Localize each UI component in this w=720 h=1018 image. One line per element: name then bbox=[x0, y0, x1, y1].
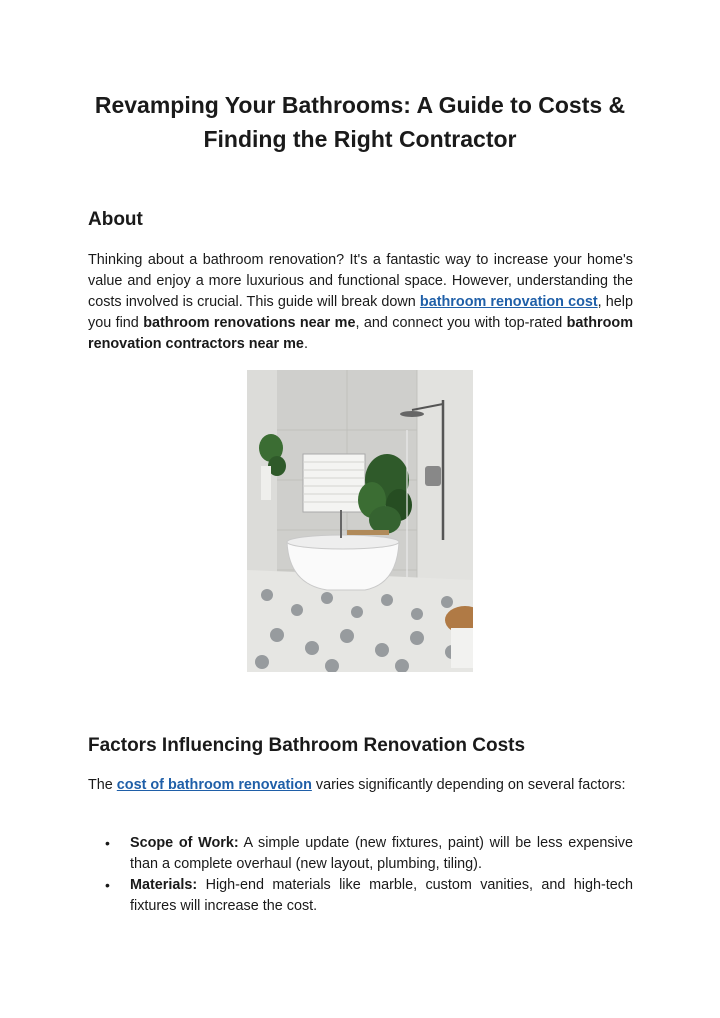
factors-heading: Factors Influencing Bathroom Renovation Costs bbox=[88, 735, 526, 756]
list-item-label: Materials: bbox=[130, 877, 198, 893]
about-text-1: Thinking about a bathroom renovation? It's a fantastic way to increase your home's value and enjoy a more luxurious and functional space. However, understanding the costs involved is crucial. This guide will break down bbox=[88, 252, 633, 310]
about-heading: About bbox=[88, 209, 143, 230]
list-item-text: High-end materials like marble, custom vanities, and high-tech fixtures will increase the cost. bbox=[130, 877, 633, 914]
about-paragraph bbox=[88, 250, 633, 355]
list-item bbox=[88, 833, 633, 875]
bathroom-renovation-cost-link[interactable]: bathroom renovation cost bbox=[419, 294, 598, 310]
page-title: Revamping Your Bathrooms: A Guide to Costs & Finding the Right Contractor bbox=[94, 92, 626, 152]
list-item-label: Scope of Work: bbox=[130, 835, 239, 851]
contractors-near-me-bold: bathroom renovation contractors near me bbox=[88, 315, 633, 352]
cost-of-bathroom-renovation-link[interactable]: cost of bathroom renovation bbox=[116, 777, 312, 793]
factors-intro-pre: The bbox=[88, 777, 117, 793]
bathroom-photo bbox=[247, 370, 473, 672]
bullet-icon: • bbox=[105, 877, 110, 893]
factors-list bbox=[88, 833, 633, 917]
bullet-icon: • bbox=[105, 835, 110, 851]
factors-intro-paragraph bbox=[88, 775, 633, 796]
about-text-3: , and connect you with top-rated bbox=[355, 315, 567, 331]
bathroom-renovations-near-me-bold: bathroom renovations near me bbox=[143, 315, 356, 331]
about-text-4: . bbox=[303, 336, 308, 352]
factors-intro-post: varies significantly depending on several factors: bbox=[311, 777, 626, 793]
bathroom-illustration bbox=[247, 370, 473, 672]
about-text-2: , help you find bbox=[88, 294, 633, 331]
list-item-text: A simple update (new fixtures, paint) will be less expensive than a complete overhaul (new layout, plumbing, tiling). bbox=[130, 835, 633, 872]
list-item bbox=[88, 875, 633, 917]
